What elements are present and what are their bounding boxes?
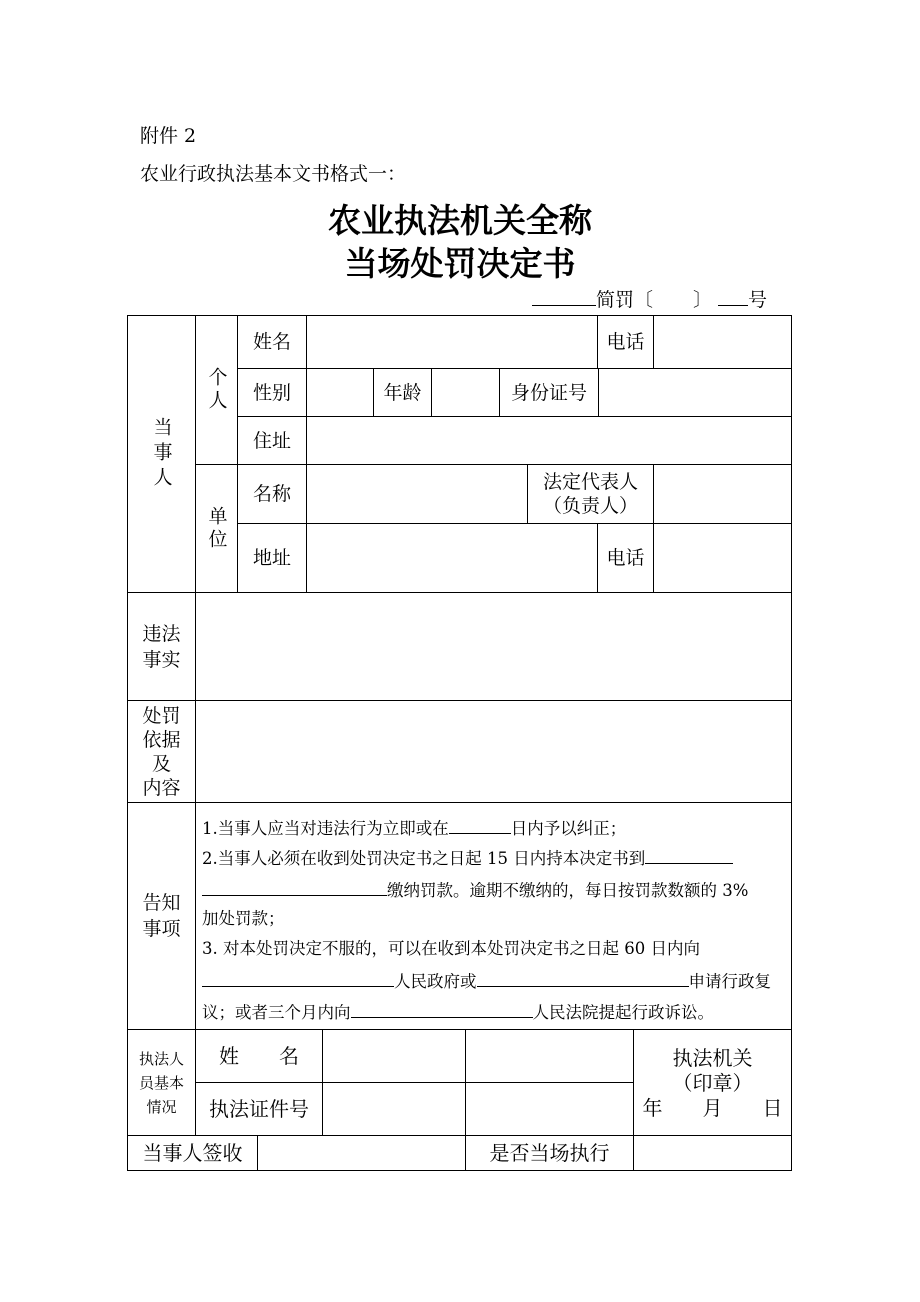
format-label: 农业行政执法基本文书格式一： [140,163,407,185]
notice-item-3-text-e: 人民法院提起行政诉讼。 [532,1003,714,1022]
receipt-signature-field[interactable] [258,1136,465,1170]
name-field[interactable] [307,316,597,368]
officer-name-label: 姓 名 [219,1044,299,1068]
unit-name-label: 名称 [252,483,291,505]
notice-item-2-text-a: 2.当事人必须在收到处罚决定书之日起 15 日内持本决定书到 [202,849,646,868]
officers-label-line1: 执法人 [138,1049,184,1068]
notice-item-2-line-1 [202,848,733,868]
facts-label-line1: 违法 [142,622,181,645]
document-title: 当场处罚决定书 [344,244,576,283]
notice-item-3-line-2 [202,971,771,991]
age-label: 年龄 [383,381,422,404]
attachment-label: 附件 2 [140,125,197,147]
residence-field[interactable] [307,417,791,464]
notice-item-3-text-b: 人民政府或 [394,972,477,991]
doc-number-close: 〕 [693,289,713,311]
doc-number-blank-1[interactable] [532,290,596,306]
legal-rep-line1: 法定代表人 [542,471,638,493]
notice-item-2-line-2 [202,880,748,900]
officers-label-line3: 情况 [146,1097,177,1116]
unit-phone-field[interactable] [654,524,791,592]
officers-label [128,1030,195,1135]
party-label-text: 当事人 [150,416,173,492]
review-agency-blank[interactable] [477,971,689,987]
notice-item-2-text-b: 缴纳罚款。逾期不缴纳的，每日按罚款数额的 3% [387,881,749,900]
facts-field[interactable] [196,593,791,700]
notice-label-line2: 事项 [142,918,181,940]
notice-label [128,803,195,1029]
officer-cert-label: 执法证件号 [209,1097,309,1121]
payment-place-blank-2[interactable] [202,880,387,896]
officer-cert-field-2[interactable] [466,1083,633,1135]
seal-label: （印章） [672,1070,753,1095]
phone-label: 电话 [606,331,645,353]
unit-name-field[interactable] [307,465,527,523]
notice-item-3-line-3 [202,1002,714,1022]
id-number-label: 身份证号 [510,381,587,404]
officers-label-line2: 员基本 [138,1073,184,1092]
notice-item-3-line-1: 3. 对本处罚决定不服的，可以在收到本处罚决定书之日起 60 日内向 [202,939,700,958]
address-label: 地址 [252,547,291,569]
doc-number [532,290,767,310]
basis-label-line3: 及 [151,752,171,775]
facts-label-line2: 事实 [142,648,181,671]
individual-label [196,316,237,464]
name-label: 姓名 [252,331,291,353]
notice-item-3-text-d: 议；或者三个月内向 [202,1003,351,1022]
individual-label-text: 个人 [205,367,228,413]
government-blank[interactable] [202,971,394,987]
legal-rep-field[interactable] [654,465,791,523]
unit-phone-label: 电话 [606,547,645,569]
agency-label: 执法机关 [672,1045,753,1070]
doc-number-suffix: 号 [748,289,768,311]
notice-item-1-text-b: 日内予以纠正； [510,819,627,838]
notice-item-3-text-c: 申请行政复 [688,972,771,991]
basis-field[interactable] [196,701,791,802]
agency-seal-block [634,1040,791,1126]
notice-item-1 [202,818,626,838]
legal-rep-line2: （负责人） [542,495,638,517]
notice-label-line1: 告知 [142,892,181,914]
gender-field[interactable] [307,369,373,416]
officer-name-field-2[interactable] [466,1030,633,1082]
phone-field[interactable] [654,316,791,368]
doc-number-prefix: 简罚〔 [596,289,654,311]
basis-label-line2: 依据 [142,728,181,751]
receipt-label: 当事人签收 [142,1141,243,1165]
facts-label [128,593,195,700]
payment-place-blank-1[interactable] [645,848,733,864]
notice-item-2-line-3: 加处罚款； [202,909,285,928]
basis-label-line1: 处罚 [142,704,181,727]
doc-number-blank-2[interactable] [718,290,748,306]
on-site-label: 是否当场执行 [489,1141,610,1165]
residence-label: 住址 [252,429,291,452]
gender-label: 性别 [252,381,291,404]
basis-label [128,701,195,802]
unit-label-text: 单位 [205,505,228,552]
address-field[interactable] [307,524,597,592]
id-number-field[interactable] [599,369,791,416]
basis-label-line4: 内容 [142,776,181,799]
officer-name-field-1[interactable] [323,1030,465,1082]
seal-date: 年 月 日 [642,1095,783,1120]
agency-title: 农业执法机关全称 [328,201,592,240]
unit-label [196,465,237,592]
correction-days-blank[interactable] [449,818,511,834]
legal-rep-label [528,465,653,523]
court-blank[interactable] [351,1002,533,1018]
party-label [128,316,195,592]
age-field[interactable] [432,369,499,416]
officer-cert-field-1[interactable] [323,1083,465,1135]
notice-item-1-text-a: 1.当事人应当对违法行为立即或在 [202,819,449,838]
on-site-field[interactable] [634,1136,791,1170]
